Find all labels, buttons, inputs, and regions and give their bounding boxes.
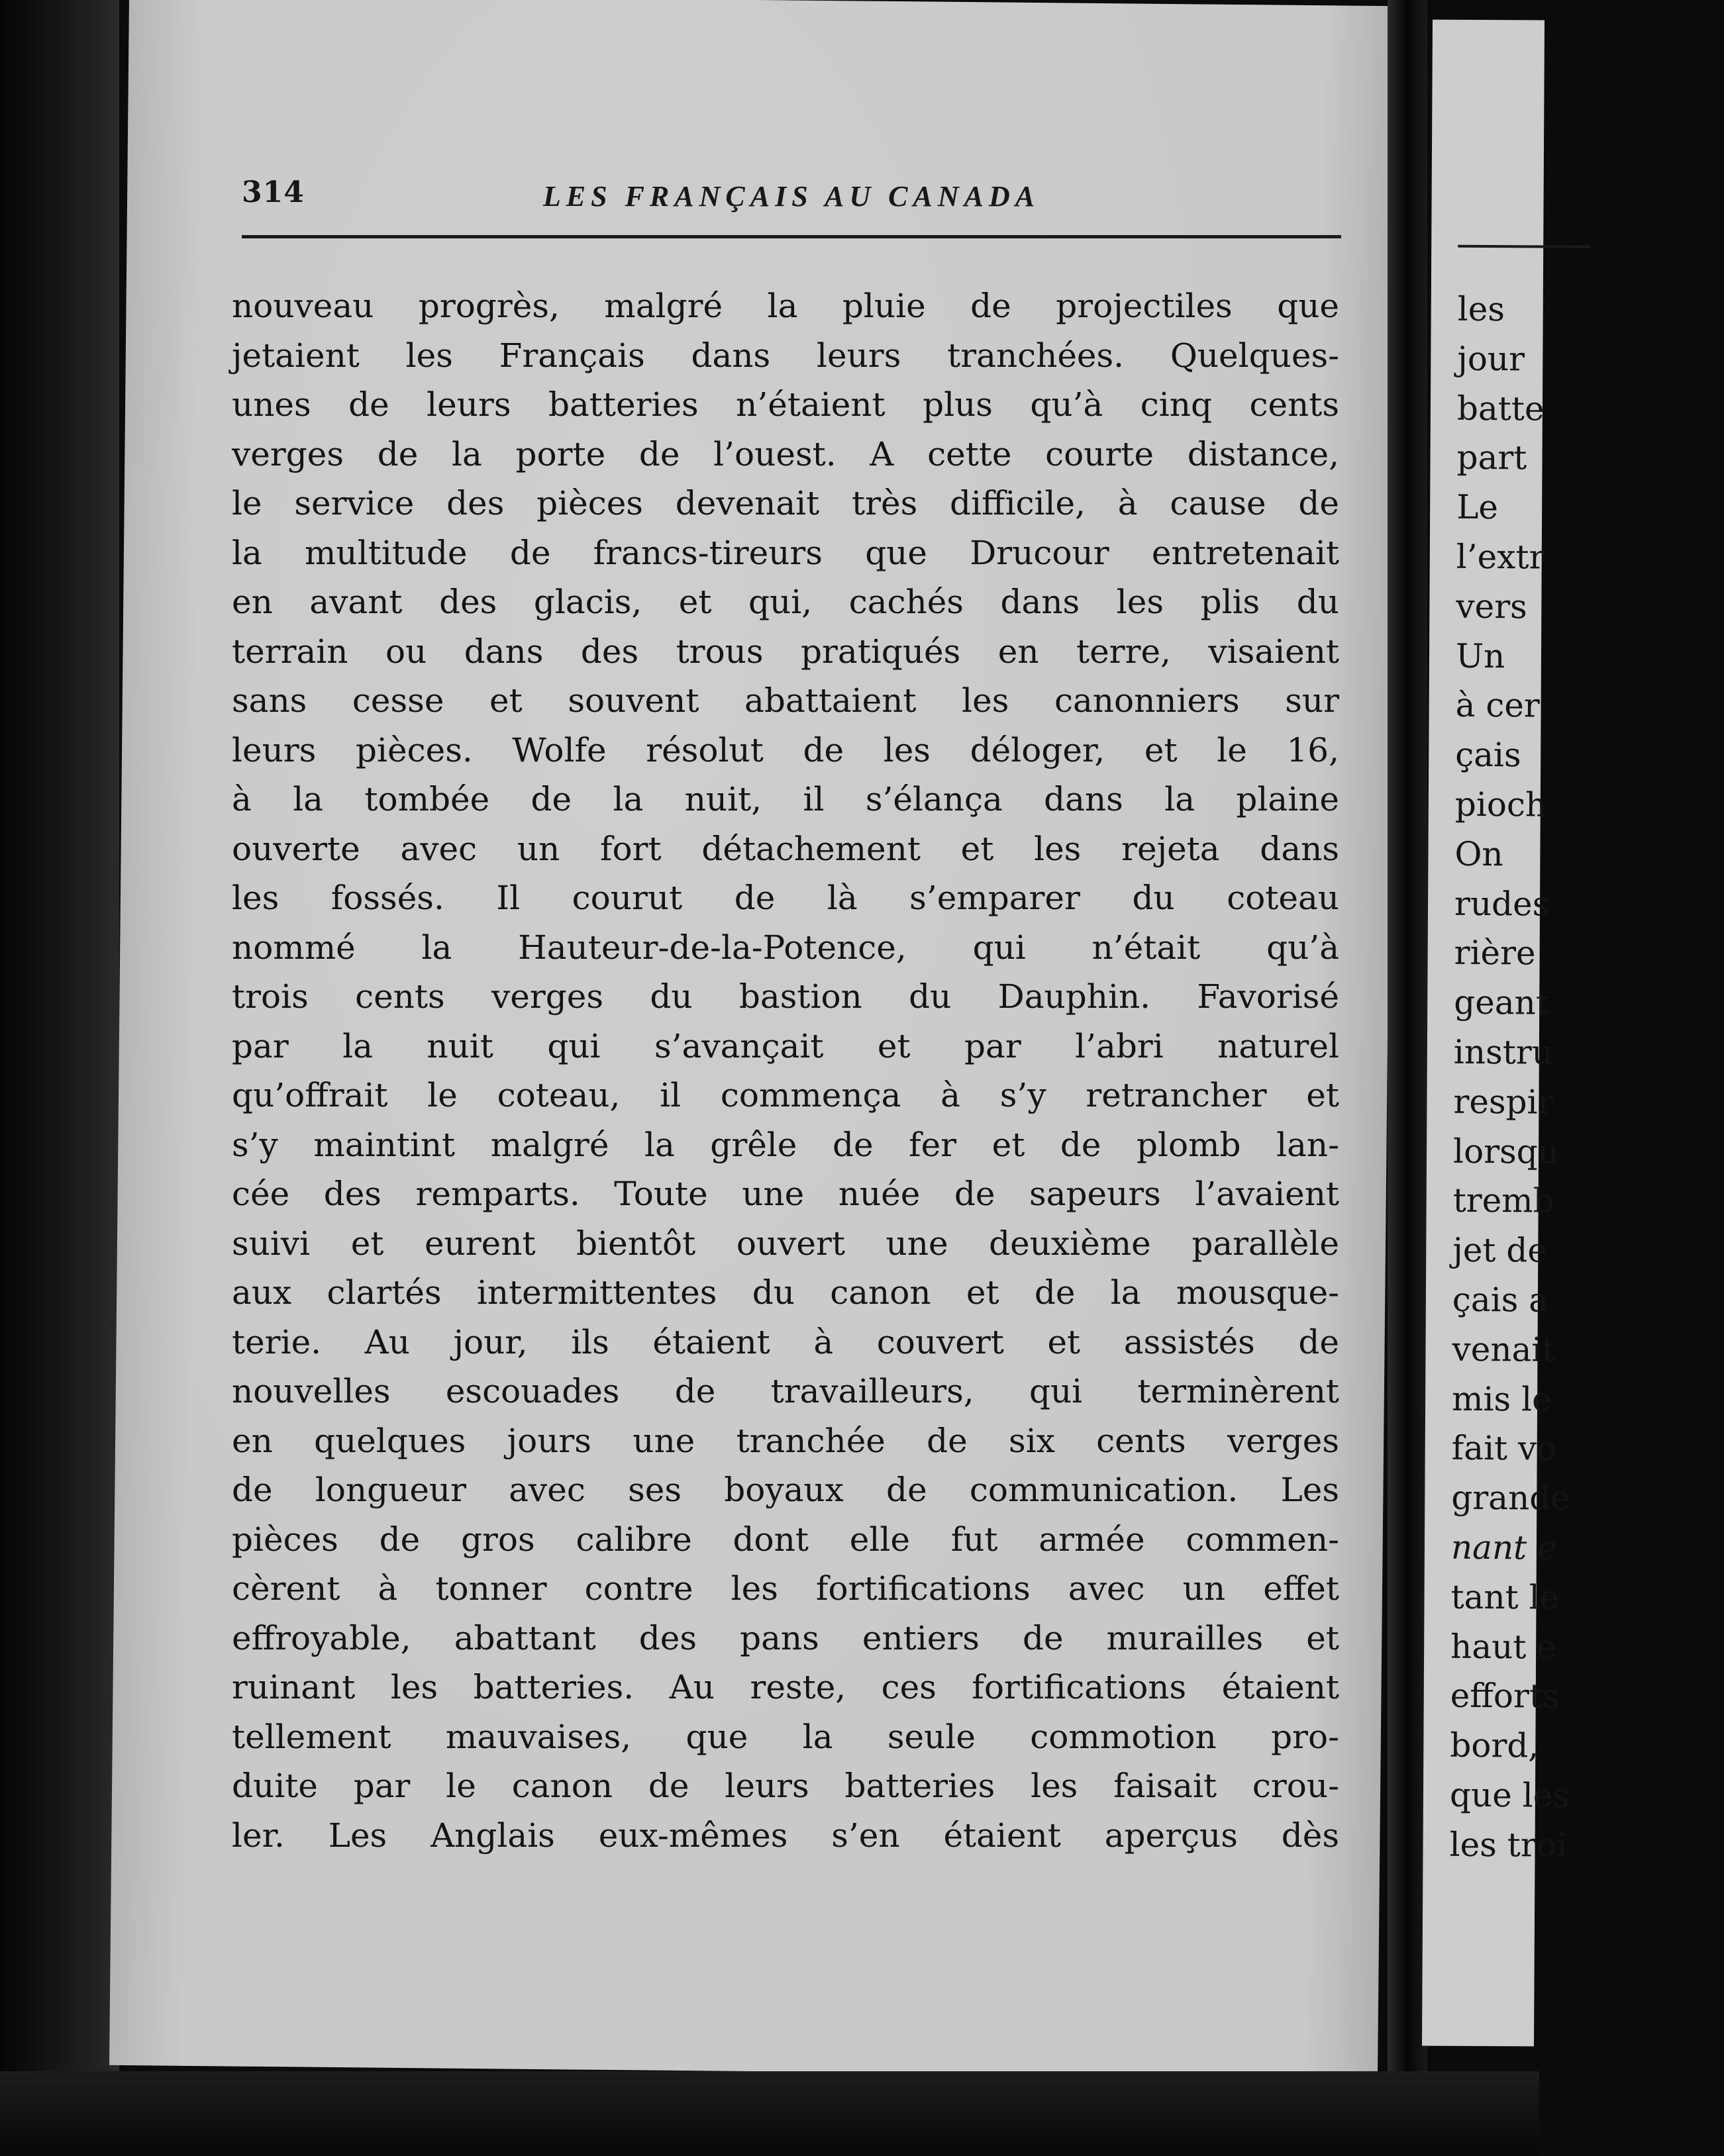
right-text-line: tant le [1450, 1577, 1560, 1617]
right-text-line: nant e [1450, 1528, 1557, 1567]
right-text-line: çais a [1452, 1280, 1549, 1320]
right-text-line: On [1454, 834, 1503, 873]
right-text-line: çais [1455, 735, 1521, 775]
text-line: duite par le canon de leurs batteries les faisait crou- [232, 1767, 1339, 1805]
right-text-line: fait vo [1451, 1429, 1557, 1468]
text-line: ruinant les batteries. Au reste, ces fortifications étaient [232, 1668, 1339, 1706]
text-line: aux clartés intermittentes du canon et de la mousque- [232, 1273, 1339, 1312]
text-line: suivi et eurent bientôt ouvert une deuxième parallèle [232, 1224, 1339, 1263]
text-line: de longueur avec ses boyaux de communication. Les [232, 1471, 1339, 1509]
right-text-line: l’extr [1456, 537, 1545, 577]
right-text-line: les [1457, 289, 1505, 329]
text-line: unes de leurs batteries n’étaient plus qu’à cinq cents [232, 385, 1339, 424]
text-line: par la nuit qui s’avançait et par l’abri naturel [232, 1026, 1339, 1065]
right-text-line: jet de [1452, 1230, 1548, 1270]
page-header-title: LES FRANÇAIS AU CANADA [542, 180, 1040, 213]
right-text-line: lorsqu [1452, 1132, 1560, 1171]
right-text-line: rière [1454, 934, 1536, 973]
header-rule [242, 235, 1341, 238]
text-line: nouveau progrès, malgré la pluie de projectiles que [232, 287, 1339, 325]
text-line: en quelques jours une tranchée de six cents verges [232, 1421, 1339, 1460]
text-line: pièces de gros calibre dont elle fut armée commen- [232, 1520, 1339, 1559]
right-text-line: rudes [1454, 884, 1550, 924]
right-text-line: bord, [1450, 1726, 1539, 1765]
right-text-line: geant [1454, 983, 1550, 1022]
text-line: le service des pièces devenait très difficile, à cause de [232, 484, 1339, 522]
text-line: sans cesse et souvent abattaient les canonniers sur [232, 681, 1339, 720]
page-number: 314 [242, 175, 305, 209]
text-line: à la tombée de la nuit, il s’élança dans la plaine [232, 780, 1339, 818]
text-line: jetaient les Français dans leurs tranchées. Quelques- [232, 336, 1339, 375]
right-text-line: jour [1457, 339, 1525, 379]
right-text-line: instru [1453, 1032, 1554, 1072]
text-line: nouvelles escouades de travailleurs, qui terminèrent [232, 1372, 1339, 1410]
text-line: ler. Les Anglais eux-mêmes s’en étaient aperçus dès [232, 1816, 1339, 1855]
text-line: qu’offrait le coteau, il commença à s’y retrancher et [232, 1076, 1339, 1114]
text-line: cée des remparts. Toute une nuée de sapeurs l’avaient [232, 1175, 1339, 1213]
book-gutter [1388, 0, 1427, 2156]
right-text-line: grande [1451, 1478, 1571, 1518]
text-line: s’y maintint malgré la grêle de fer et de plomb lan- [232, 1125, 1339, 1164]
text-line: en avant des glacis, et qui, cachés dans les plis du [232, 583, 1339, 621]
text-line: cèrent à tonner contre les fortifications avec un effet [232, 1569, 1339, 1608]
text-line: les fossés. Il courut de là s’emparer du coteau [232, 879, 1339, 917]
text-line: ouverte avec un fort détachement et les rejeta dans [232, 829, 1339, 868]
running-head [242, 175, 1341, 228]
right-page-fragment [1422, 20, 1571, 2047]
right-text-line: les troi [1449, 1825, 1567, 1865]
right-text-line: mis le [1451, 1379, 1552, 1419]
text-line: effroyable, abattant des pans entiers de murailles et [232, 1618, 1339, 1657]
text-line: tellement mauvaises, que la seule commotion pro- [232, 1717, 1339, 1756]
text-line: leurs pièces. Wolfe résolut de les déloger, et le 16, [232, 730, 1339, 769]
text-line: trois cents verges du bastion du Dauphin. Favorisé [232, 977, 1339, 1016]
right-text-line: part [1456, 438, 1527, 477]
right-page-header-rule [1458, 245, 1590, 248]
left-book-edge [0, 0, 119, 2156]
right-text-line: Un [1455, 636, 1505, 675]
right-text-line: tremb [1452, 1181, 1554, 1220]
text-line: terie. Au jour, ils étaient à couvert et assistés de [232, 1322, 1339, 1361]
bottom-shadow [0, 2071, 1539, 2156]
body-text [232, 281, 1339, 1860]
right-text-line: à cer [1455, 686, 1540, 725]
text-line: verges de la porte de l’ouest. A cette courte distance, [232, 434, 1339, 473]
right-text-line: vers [1456, 587, 1527, 626]
text-line: terrain ou dans des trous pratiqués en terre, visaient [232, 632, 1339, 671]
right-text-line: respir [1453, 1082, 1554, 1122]
text-line: la multitude de francs-tireurs que Drucour entretenait [232, 533, 1339, 572]
right-text-line: efforts [1450, 1677, 1560, 1716]
right-text-line: venait [1452, 1330, 1556, 1369]
right-text-line: Le [1456, 487, 1499, 527]
right-text-line: pioch [1454, 785, 1547, 824]
right-text-line: que les [1449, 1775, 1570, 1815]
right-text-line: haut e [1450, 1627, 1557, 1667]
right-page-text [1449, 285, 1723, 1871]
text-line: nommé la Hauteur-de-la-Potence, qui n’était qu’à [232, 928, 1339, 967]
right-text-line: batte [1456, 389, 1545, 428]
